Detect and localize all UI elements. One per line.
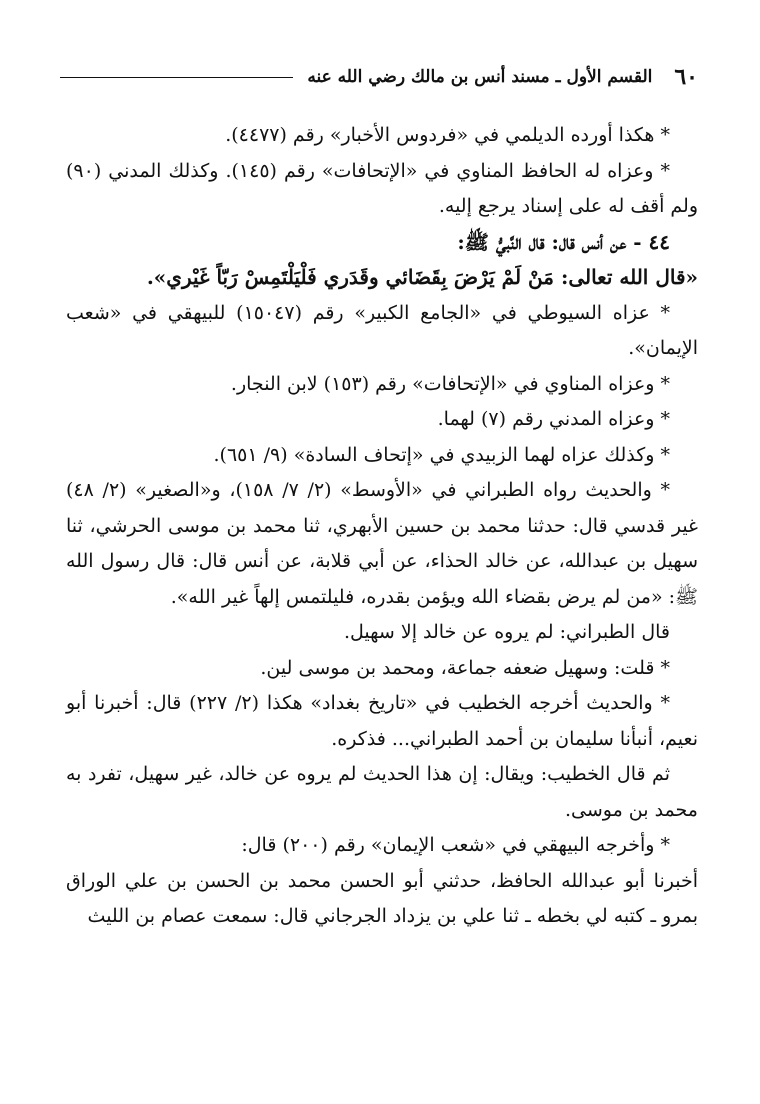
- paragraph-khatib-comment: ثم قال الخطيب: ويقال: إن هذا الحديث لم يروه عن خالد، غير سهيل، تفرد به محمد بن موسى.: [66, 763, 698, 821]
- running-title: القسم الأول ـ مسند أنس بن مالك رضي الله عنه: [307, 67, 653, 87]
- paragraph-tabarani: * والحديث رواه الطبراني في «الأوسط» (٢/ ٧/ ١٥٨)، و«الصغير» (٢/ ٤٨) غير قدسي قال: حدثنا محمد بن حسين الأبهري، ثنا محمد بن موسى الحرشي، ثنا سهيل بن عبدالله، عن خالد الحذاء، عن أبي قلابة، عن أنس قال: قال رسول الله ﷺ: «من لم يرض بقضاء الله ويؤمن بقدره، فليلتمس إلهاً غير الله».: [66, 479, 698, 608]
- page-number: ٦٠: [674, 64, 698, 90]
- hadith-heading: ٤٤ - عن أنس قال: قال النَّبيُّ ﷺ:: [457, 229, 670, 254]
- paragraph-bayhaqi: * وأخرجه البيهقي في «شعب الإيمان» رقم (٢٠٠) قال:: [241, 834, 670, 856]
- paragraph-author-note: * قلت: وسهيل ضعفه جماعة، ومحمد بن موسى لين.: [260, 656, 670, 679]
- paragraph-isnad: أخبرنا أبو عبدالله الحافظ، حدثني أبو الحسن محمد بن الحسن بن علي الوراق بمرو ـ كتبه لي بخطه ـ ثنا علي بن يزداد الجرجاني قال: سمعت عصام بن الليث: [66, 869, 698, 927]
- hadith-text: «قال الله تعالى: مَنْ لَمْ يَرْضَ بِقَضَائي وقَدَري فَلْيَلْتَمِسْ رَبّاً غَيْري».: [146, 265, 698, 289]
- paragraph-suyuti: * عزاه السيوطي في «الجامع الكبير» رقم (١٥٠٤٧) للبيهقي في «شعب الإيمان».: [66, 301, 698, 359]
- header-rule: [60, 77, 293, 78]
- paragraph-munawi: * وعزاه له الحافظ المناوي في «الإتحافات» رقم (١٤٥). وكذلك المدني (٩٠) ولم أقف له على إسناد يرجع إليه.: [66, 159, 698, 217]
- page-header: [60, 62, 698, 92]
- paragraph-zabidi: * وكذلك عزاه لهما الزبيدي في «إتحاف السادة» (٩/ ٦٥١).: [213, 443, 670, 466]
- paragraph-munawi-2: * وعزاه المناوي في «الإتحافات» رقم (١٥٣) لابن النجار.: [230, 372, 670, 395]
- page-body: [66, 118, 698, 935]
- paragraph-madani: * وعزاه المدني رقم (٧) لهما.: [437, 408, 670, 430]
- paragraph-khatib: * والحديث أخرجه الخطيب في «تاريخ بغداد» هكذا (٢/ ٢٢٧) قال: أخبرنا أبو نعيم، أنبأنا سليمان بن أحمد الطبراني... فذكره.: [66, 692, 698, 750]
- paragraph-dailami: * هكذا أورده الديلمي في «فردوس الأخبار» رقم (٤٤٧٧).: [225, 124, 670, 146]
- paragraph-tabarani-comment: قال الطبراني: لم يروه عن خالد إلا سهيل.: [343, 621, 670, 643]
